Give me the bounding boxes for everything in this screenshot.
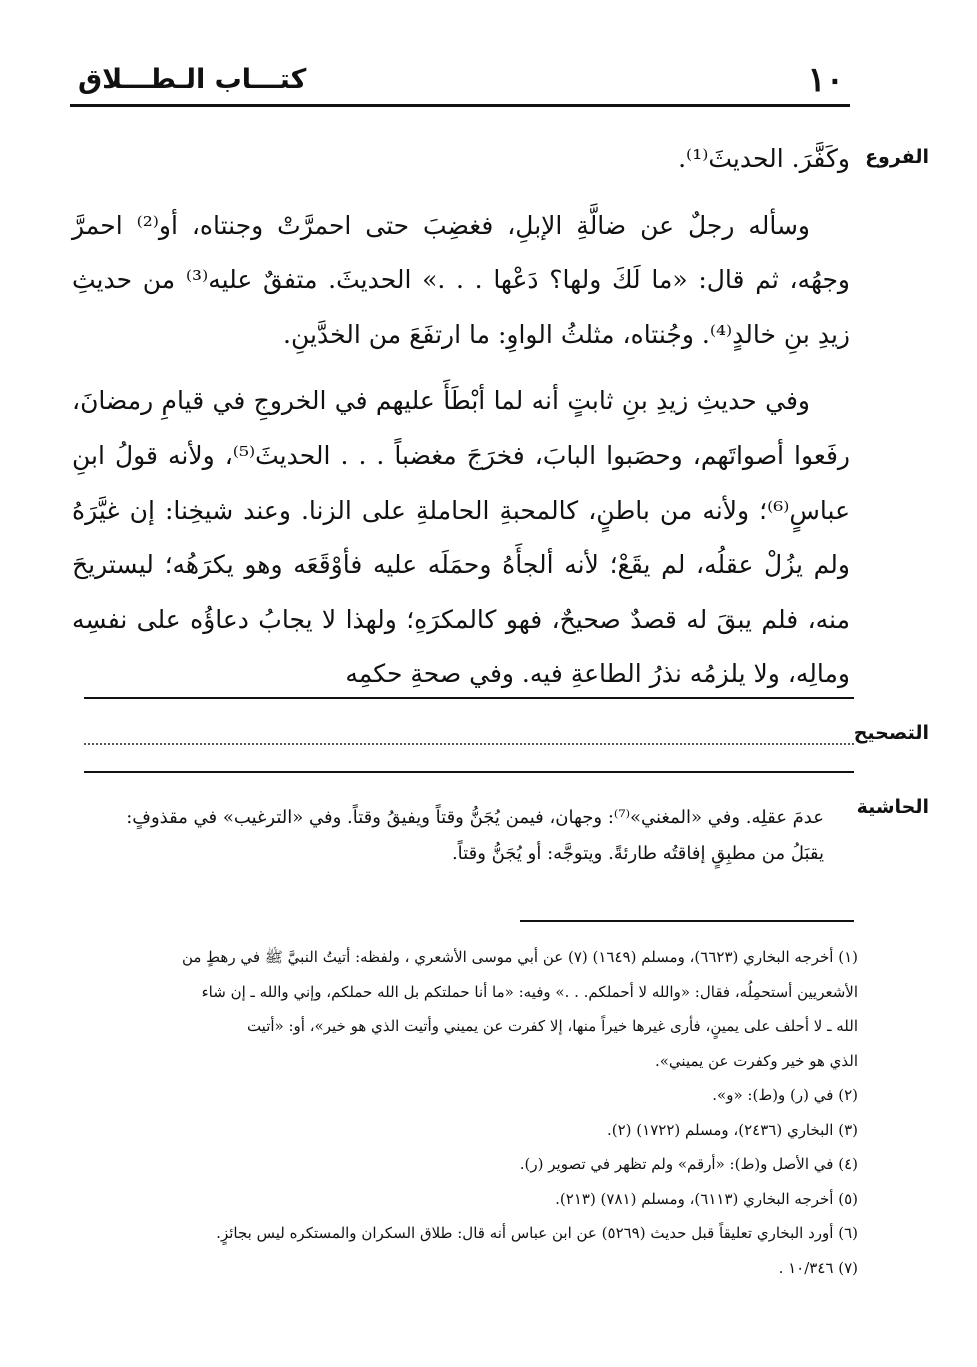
margin-label-hashiya: الحاشية: [856, 796, 929, 818]
body-paragraph-1: وكَفَّرَ. الحديثَ⁽¹⁾.: [678, 144, 850, 173]
section-rule-bottom: [84, 771, 854, 773]
footnote-line: (٤) في الأصل و(ط): «أرقم» ولم تظهر في تصوير (ر).: [519, 1155, 858, 1173]
header-rule: [70, 104, 850, 107]
body-paragraph-3: وفي حديثِ زيدِ بنِ ثابتٍ أنه لما أبْطَأَ عليهم في الخروجِ في قيامِ رمضانَ، رفَعوا أصواتَهم، وحصَبوا البابَ، فخرَجَ مغضباً . . . الحديثَ⁽⁵⁾، ولأنه قولُ ابنِ عباسٍ⁽⁶⁾؛ ولأنه من باطنٍ، كالمحبةِ الحاملةِ على الزنا. وعند شيخِنا: إن غيَّرَهُ ولم يزُلْ عقلُه، لم يقَعْ؛ لأنه ألجأَهُ وحمَلَه عليه فأوْقَعَه وهو يكرَهُه؛ ليستريحَ منه، فلم يبقَ له قصدٌ صحيحٌ، فهو كالمكرَهِ؛ ولهذا لا يجابُ دعاؤُه على نفسِه ومالِه، ولا يلزمُه نذرُ الطاعةِ فيه. وفي صحةِ حكمِه: [72, 386, 850, 689]
footnote-line: (٦) أورد البخاري تعليقاً قبل حديث (٥٢٦٩) عن ابن عباس أنه قال: طلاق السكران والمستكره ليس بجائزٍ.: [216, 1224, 858, 1242]
hashiya-text: [84, 800, 824, 872]
tashih-dotted-line: [84, 743, 854, 745]
page-header: [70, 58, 850, 100]
margin-label-tashih: التصحيح: [853, 722, 929, 744]
body-paragraph-2: وسأله رجلٌ عن ضالَّةِ الإبلِ، فغضِبَ حتى احمرَّتْ وجنتاه، أو⁽²⁾ احمرَّ وجهُه، ثم قال: «ما لَكَ ولها؟ دَعْها . . .» الحديثَ. متفقٌ عليه⁽³⁾ من حديثِ زيدِ بنِ خالدٍ⁽⁴⁾. وجُنتاه، مثلثُ الواوِ: ما ارتفَعَ من الخدَّينِ.: [72, 210, 850, 349]
page-number: ١٠: [807, 60, 844, 100]
footnote-line: (١) أخرجه البخاري (٦٦٢٣)، ومسلم (١٦٤٩) (٧) عن أبي موسى الأشعري ، ولفظه: أتيتُ النبيَّ ﷺ في رهطٍ من: [181, 948, 858, 966]
footnote-rule: [520, 920, 854, 922]
footnote-line: (٢) في (ر) و(ط): «و».: [712, 1086, 858, 1104]
footnotes: [108, 940, 858, 1285]
main-text: [72, 132, 850, 714]
margin-label-furu: الفروع: [865, 146, 929, 168]
section-rule-top: [84, 697, 854, 699]
hashiya-line-1: عدمَ عقلِه. وفي «المغني»⁽⁷⁾: وجهان، فيمن يُجَنُّ وقتاً ويفيقُ وقتاً. وفي «الترغيب» في مقذوفٍ:: [126, 807, 824, 828]
footnote-line: الذي هو خير وكفرت عن يميني».: [654, 1051, 858, 1070]
book-title: كتـــاب الـطـــلاق: [78, 64, 307, 95]
footnote-line: الله ـ لا أحلف على يمينٍ، فأرى غيرها خيراً منها، إلا كفرت عن يميني وأتيت الذي هو خير»، أو: «أتيت: [246, 1017, 858, 1035]
footnote-line: الأشعريين أستحمِلُه، فقال: «والله لا أحملكم. . .» وفيه: «ما أنا حملتكم بل الله حملكم، وإني والله ـ إن شاء: [201, 982, 858, 1001]
footnote-line: (٧) ١٠/٣٤٦ .: [778, 1258, 858, 1277]
footnote-line: (٣) البخاري (٢٤٣٦)، ومسلم (١٧٢٢) (٢).: [606, 1120, 858, 1139]
hashiya-line-2: يقبَلُ من مطبِقٍ إفاقتُه طارئةً. ويتوجَّه: أو يُجَنُّ وقتاً.: [451, 843, 824, 864]
footnote-line: (٥) أخرجه البخاري (٦١١٣)، ومسلم (٧٨١) (٢١٣).: [555, 1189, 858, 1208]
